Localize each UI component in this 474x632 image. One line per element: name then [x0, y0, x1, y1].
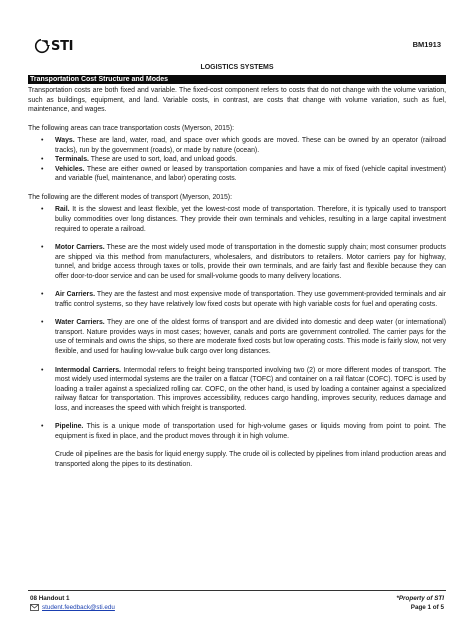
sti-logo: [34, 36, 73, 56]
bullet-icon: •: [41, 291, 44, 299]
logo-text: STI: [51, 38, 74, 54]
bullet-icon: •: [41, 244, 44, 252]
intro-paragraph: Transportation costs are both fixed and variable. The fixed-cost component refers to costs that do not change with the volume variation, such as buildings, equipment, and land. Variable costs, in contrast, are costs that change with volume variation, such as fuel, maintenance, and wages.: [28, 87, 446, 114]
bullet-icon: •: [41, 165, 44, 173]
list-item: • Vehicles. These are either owned or leased by transportation companies and have a mix of fixed (vehicle capital investment) and variable (fuel, maintenance, and labor) operating costs.: [41, 165, 446, 183]
bullet-icon: •: [41, 319, 44, 327]
content-body: [28, 86, 446, 470]
areas-lead: The following areas can trace transportation costs (Myerson, 2015):: [28, 124, 235, 132]
mail-icon: [30, 604, 39, 611]
footer-right: [396, 594, 444, 612]
handout-label: 08 Handout 1: [30, 595, 70, 602]
list-item: • Terminals. These are used to sort, load, and unload goods.: [41, 156, 238, 164]
bullet-icon: •: [41, 206, 44, 214]
section-heading: Transportation Cost Structure and Modes: [28, 75, 446, 84]
modes-lead: The following are the different modes of transport (Myerson, 2015):: [28, 193, 233, 201]
footer-left: [30, 594, 115, 612]
list-item: • Motor Carriers. These are the most widely used mode of transportation in the domestic supply chain; most consumer products are shipped via this method from manufacturers, wholesalers, and distributors to retailers. Motor carriers pay for highway, tunnel, and bridge access through taxes or tolls, provide their own terminals, and are fairly fast and flexible because they can offer door-to-door service and can be used for small-volume goods to many delivery locations.: [41, 244, 446, 280]
bullet-icon: •: [41, 366, 44, 374]
bullet-icon: •: [41, 423, 44, 431]
list-item: • Pipeline. This is a unique mode of transportation used for high-volume gases or liquids moving from point to point. The equipment is fixed in place, and the product moves through it in high volume.: [41, 423, 446, 440]
document-title: LOGISTICS SYSTEMS: [200, 64, 274, 71]
pipeline-note: Crude oil pipelines are the basis for liquid energy supply. The crude oil is collected by pipelines from inland production areas and transported along the pipes to its destination.: [55, 451, 446, 468]
bullet-icon: •: [41, 137, 44, 145]
list-item: • Rail. It is the slowest and least flexible, yet the lowest-cost mode of transportation. Therefore, it is typically used to transport bulky commodities over long distances. They provide their own terminals and vehicles, resulting in a large capital investment required to operate a railroad.: [41, 206, 446, 233]
footer-divider: [28, 590, 446, 591]
feedback-email-link[interactable]: student.feedback@sti.edu: [42, 604, 115, 611]
list-item: • Water Carriers. They are one of the oldest forms of transport and are divided into domestic and deep water (or international) transport. Nature provides ways in most cases; however, canals and ports are government controlled. The carrier pays for the use of terminals and owns the ships, so there are moderate fixed costs but low operating costs. This mode is fairly slow, not very flexible, and used for hauling low-value bulk cargo over long distances.: [41, 319, 446, 356]
sti-logo-icon: [34, 38, 50, 54]
list-item: • Ways. These are land, water, road, and space over which goods are moved. These can be owned by an operator (railroad tracks), run by the government (roads), or made by nature (ocean).: [41, 137, 446, 154]
cost-areas-list: [28, 136, 446, 184]
page-number: Page 1 of 5: [410, 604, 444, 611]
bullet-icon: •: [41, 156, 44, 164]
list-item: • Intermodal Carriers. Intermodal refers to freight being transported involving two (2) or more different modes of transport. The most widely used intermodal systems are the trailer on a flatcar (TOFC) and container on a rail flatcar (COFC). TOFC is used by loading a trailer against a specialized rolling car. COFC, on the other hand, is used by loading a container against a specialized railway flatcar for transportation. This improves accessibility, reduces cargo handling, improves security, reduces damage and loss, and increases the speed with which freight is transported.: [41, 366, 446, 412]
transport-modes-list: [28, 205, 446, 441]
list-item: • Air Carriers. They are the fastest and most expensive mode of transportation. They use government-provided terminals and air traffic control systems, so they have relatively low fixed costs but operate with high variable costs for fuel and operating costs.: [41, 291, 446, 308]
document-code: BM1913: [412, 40, 441, 49]
property-label: *Property of STI: [396, 595, 444, 602]
